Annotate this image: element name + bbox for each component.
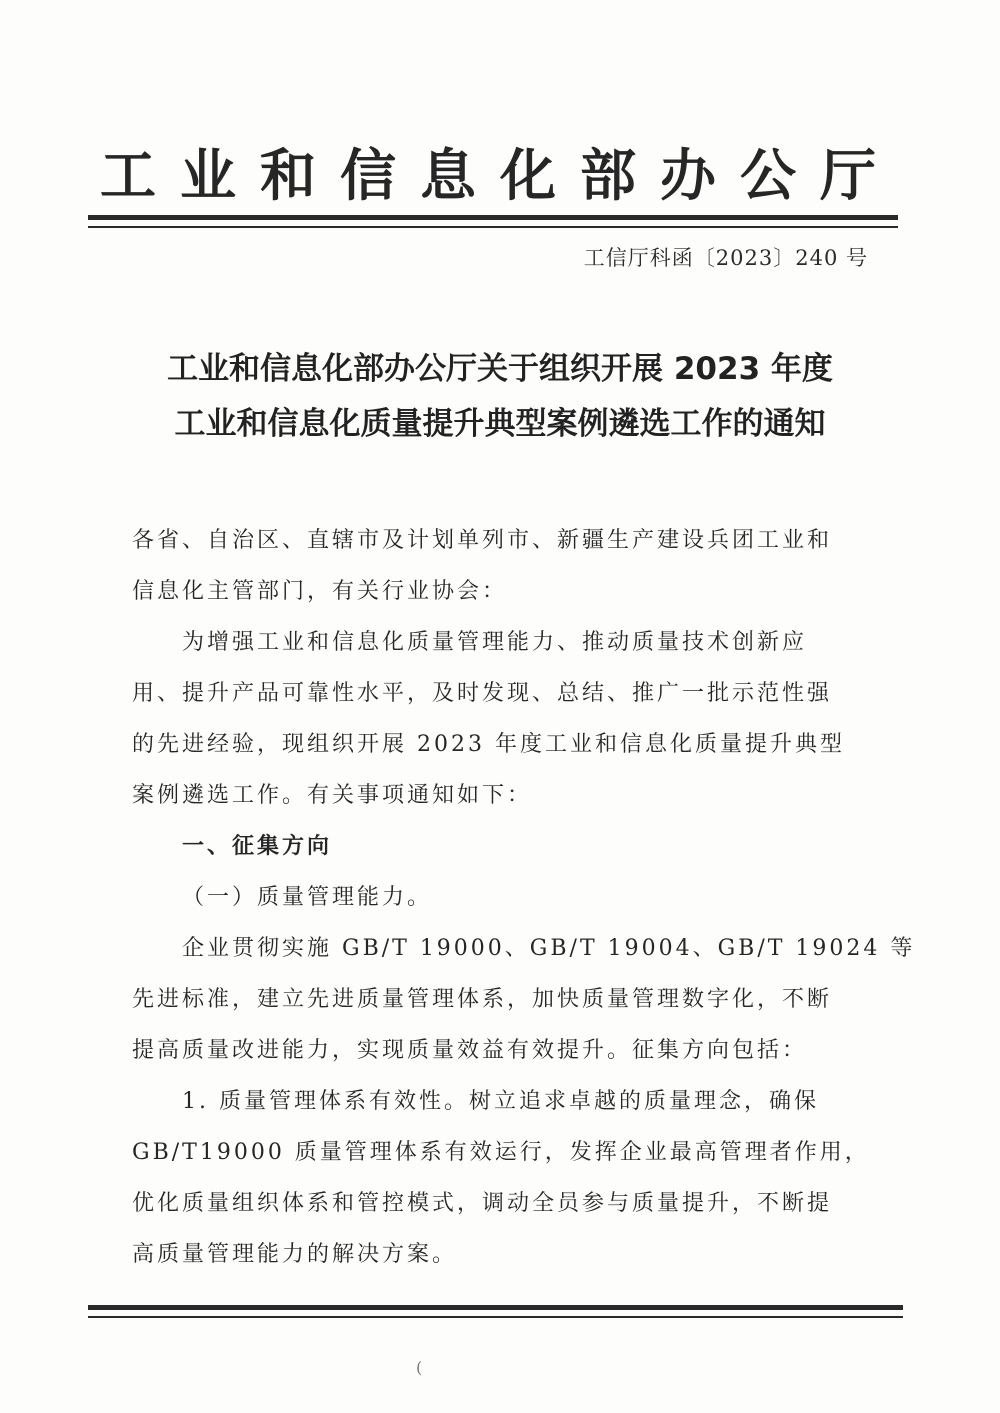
- body-line: 用、提升产品可靠性水平，及时发现、总结、推广一批示范性强: [132, 681, 833, 706]
- body-line: 提高质量改进能力，实现质量效益有效提升。征集方向包括：: [132, 1038, 808, 1063]
- body-line: 企业贯彻实施 GB/T 19000、GB/T 19004、GB/T 19024 等: [182, 936, 916, 961]
- header-divider-thin: [88, 226, 898, 228]
- body-line: 各省、自治区、直辖市及计划单列市、新疆生产建设兵团工业和: [132, 528, 833, 553]
- subsection-heading: （一）质量管理能力。: [182, 885, 433, 910]
- footer-divider-thin: [88, 1316, 903, 1318]
- body-line: 的先进经验，现组织开展 2023 年度工业和信息化质量提升典型: [132, 732, 845, 757]
- section-heading: 一、征集方向: [182, 834, 333, 859]
- title-line-1: 工业和信息化部办公厅关于组织开展 2023 年度: [167, 351, 833, 387]
- header-divider-thick: [88, 215, 898, 220]
- document-title: [0, 342, 1000, 452]
- body-line: 优化质量组织体系和管控模式，调动全员参与质量提升，不断提: [132, 1191, 833, 1216]
- body-line: GB/T19000 质量管理体系有效运行，发挥企业最高管理者作用，: [132, 1140, 870, 1165]
- body-line: 案例遴选工作。有关事项通知如下：: [132, 783, 533, 808]
- issuing-organization-header: 工业和信息化部办公厅: [100, 144, 900, 209]
- document-number: 工信厅科函〔2023〕240 号: [583, 246, 868, 270]
- body-line: 先进标准，建立先进质量管理体系，加快质量管理数字化，不断: [132, 987, 833, 1012]
- body-line: 1. 质量管理体系有效性。树立追求卓越的质量理念，确保: [182, 1089, 819, 1114]
- body-line: 为增强工业和信息化质量管理能力、推动质量技术创新应: [182, 630, 808, 655]
- body-line: 高质量管理能力的解决方案。: [132, 1242, 458, 1267]
- footer-mark: (: [416, 1358, 423, 1377]
- title-line-2: 工业和信息化质量提升典型案例遴选工作的通知: [174, 406, 826, 442]
- footer-divider-thick: [88, 1305, 903, 1310]
- body-line: 信息化主管部门，有关行业协会：: [132, 579, 508, 604]
- document-body: [132, 515, 916, 1280]
